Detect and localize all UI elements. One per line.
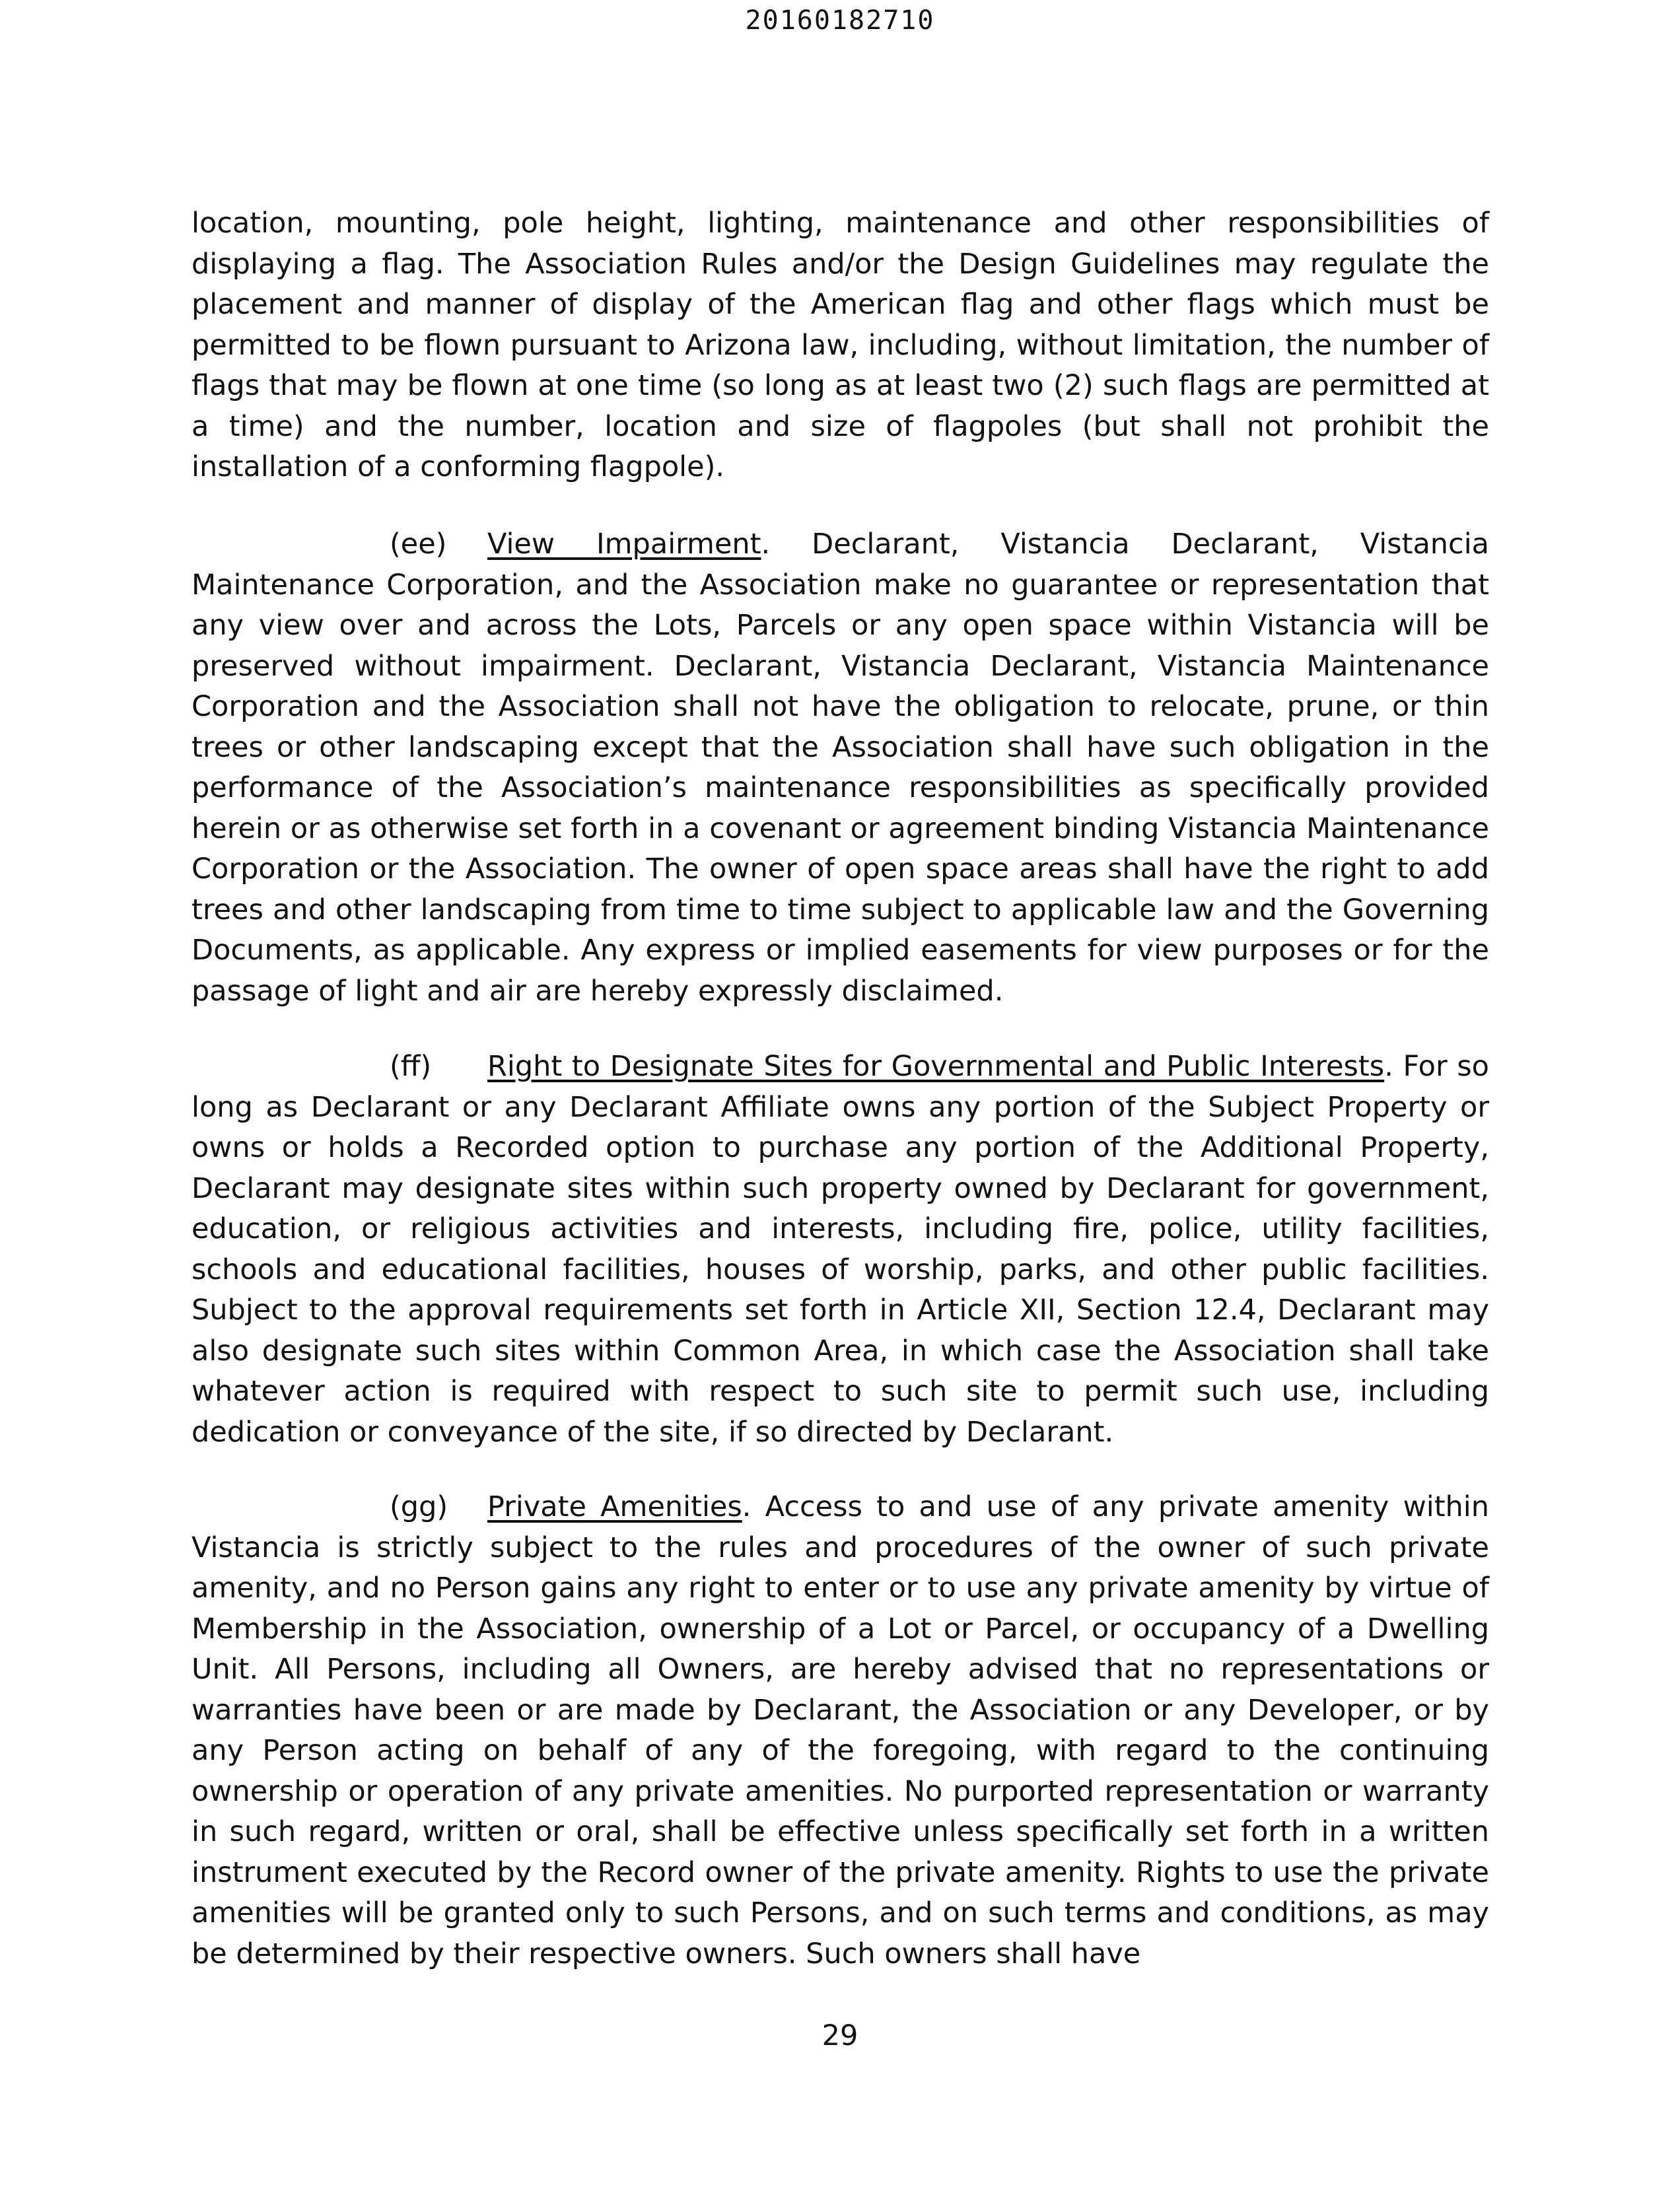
section-ee-heading: View Impairment <box>487 528 761 561</box>
section-ff-paragraph: (ff) Right to Designate Sites for Governmental and Public Interests. For so long as Declarant or any Declarant Affiliate owns any portion of the Subject Property or owns or holds a Recorded option to purchase any portion of the Additional Property, Declarant may designate sites within such property owned by Declarant for government, education, or religious activities and interests, including fire, police, utility facilities, schools and educational facilities, houses of worship, parks, and other public facilities. Subject to the approval requirements set forth in Article XII, Section 12.4, Declarant may also designate such sites within Common Area, in which case the Association shall take whatever action is required with respect to such site to permit such use, including dedication or conveyance of the site, if so directed by Declarant. <box>192 1047 1489 1453</box>
section-gg-body: Access to and use of any private amenity within Vistancia is strictly subject to the rules and procedures of the owner of such private amenity, and no Person gains any right to enter or to use any private amenity by virtue of Membership in the Association, ownership of a Lot or Parcel, or occupancy of a Dwelling Unit. All Persons, including all Owners, are hereby advised that no representations or warranties have been or are made by Declarant, the Association or any Developer, or by any Person acting on behalf of any of the foregoing, with regard to the continuing ownership or operation of any private amenities. No purported representation or warranty in such regard, written or oral, shall be effective unless specifically set forth in a written instrument executed by the Record owner of the private amenity. Rights to use the private amenities will be granted only to such Persons, and on such terms and conditions, as may be determined by their respective owners. Such owners shall have <box>192 1490 1490 1970</box>
continuation-paragraph: location, mounting, pole height, lighting, maintenance and other responsibilities of displaying a flag. The Association Rules and/or the Design Guidelines may regulate the placement and manner of display of the American flag and other flags which must be permitted to be flown pursuant to Arizona law, including, without limitation, the number of flags that may be flown at one time (so long as at least two (2) such flags are permitted at a time) and the number, location and size of flagpoles (but shall not prohibit the installation of a conforming flagpole). <box>192 207 1489 483</box>
section-ee-paragraph: (ee) View Impairment. Declarant, Vistancia Declarant, Vistancia Maintenance Corporation, and the Association make no guarantee or representation that any view over and across the Lots, Parcels or any open space within Vistancia will be preserved without impairment. Declarant, Vistancia Declarant, Vistancia Maintenance Corporation and the Association shall not have the obligation to relocate, prune, or thin trees or other landscaping except that the Association shall have such obligation in the performance of the Association’s maintenance responsibilities as specifically provided herein or as otherwise set forth in a covenant or agreement binding Vistancia Maintenance Corporation or the Association. The owner of open space areas shall have the right to add trees and other landscaping from time to time subject to applicable law and the Governing Documents, as applicable. Any express or implied easements for view purposes or for the passage of light and air are hereby expressly disclaimed. <box>192 524 1489 1012</box>
section-ee-marker: (ee) <box>390 528 447 561</box>
section-ff-marker: (ff) <box>390 1050 432 1083</box>
section-gg-marker: (gg) <box>390 1490 448 1523</box>
document-number: 20160182710 <box>745 5 935 36</box>
page-number: 29 <box>822 2019 858 2052</box>
section-gg-heading: Private Amenities <box>487 1490 742 1523</box>
section-ee-body: Declarant, Vistancia Declarant, Vistancia Maintenance Corporation, and the Association make no guarantee or representation that any view over and across the Lots, Parcels or any open space within Vistancia will be preserved without impairment. Declarant, Vistancia Declarant, Vistancia Maintenance Corporation and the Association shall not have the obligation to relocate, prune, or thin trees or other landscaping except that the Association shall have such obligation in the performance of the Association’s maintenance responsibilities as specifically provided herein or as otherwise set forth in a covenant or agreement binding Vistancia Maintenance Corporation or the Association. The owner of open space areas shall have the right to add trees and other landscaping from time to time subject to applicable law and the Governing Documents, as applicable. Any express or implied easements for view purposes or for the passage of light and air are hereby expressly disclaimed. <box>192 528 1489 1008</box>
section-ff-body: For so long as Declarant or any Declarant Affiliate owns any portion of the Subject Property or owns or holds a Recorded option to purchase any portion of the Additional Property, Declarant may designate sites within such property owned by Declarant for government, education, or religious activities and interests, including fire, police, utility facilities, schools and educational facilities, houses of worship, parks, and other public facilities. Subject to the approval requirements set forth in Article XII, Section 12.4, Declarant may also designate such sites within Common Area, in which case the Association shall take whatever action is required with respect to such site to permit such use, including dedication or conveyance of the site, if so directed by Declarant. <box>192 1050 1489 1449</box>
section-gg-paragraph: (gg) Private Amenities. Access to and use of any private amenity within Vistancia is strictly subject to the rules and procedures of the owner of such private amenity, and no Person gains any right to enter or to use any private amenity by virtue of Membership in the Association, ownership of a Lot or Parcel, or occupancy of a Dwelling Unit. All Persons, including all Owners, are hereby advised that no representations or warranties have been or are made by Declarant, the Association or any Developer, or by any Person acting on behalf of any of the foregoing, with regard to the continuing ownership or operation of any private amenities. No purported representation or warranty in such regard, written or oral, shall be effective unless specifically set forth in a written instrument executed by the Record owner of the private amenity. Rights to use the private amenities will be granted only to such Persons, and on such terms and conditions, as may be determined by their respective owners. Such owners shall have <box>192 1487 1489 1974</box>
section-ff-heading: Right to Designate Sites for Governmental and Public Interests <box>487 1050 1385 1083</box>
